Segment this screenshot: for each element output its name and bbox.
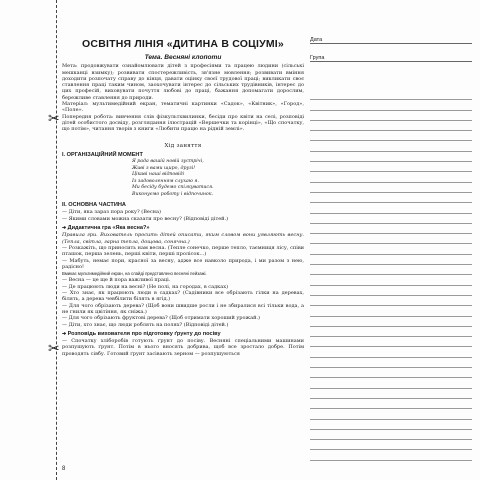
note-line[interactable] [310,409,472,419]
note-line[interactable] [310,440,472,450]
game-rule: Правила гри. Вихователь просить дітей описати, яким словом вони уявляють весну. (Тепла, світла, гарна тепла, дощова, сонячна.) [62,232,304,245]
note-line[interactable] [310,131,472,141]
poem-line: Цікаві наші відповіді [132,172,184,178]
note-line[interactable] [310,306,472,316]
dialog-line: — Діти, яка зараз пора року? (Весна) [62,209,161,216]
note-line[interactable] [310,286,472,296]
date-label: Дата [310,37,323,43]
note-line[interactable] [310,430,472,440]
note-line[interactable] [310,234,472,244]
note-line[interactable] [310,244,472,254]
side-panel [310,34,472,62]
note-line[interactable] [310,450,472,460]
section-2-heading: II. ОСНОВНА ЧАСТИНА [62,202,126,209]
note-line[interactable] [310,347,472,357]
note-line[interactable] [310,90,472,100]
section-3-heading: ➔ Розповідь вихователя про підготовку ґрунту до посіву [62,331,304,337]
note-line[interactable] [310,141,472,151]
section-1-heading: I. ОРГАНІЗАЦІЙНИЙ МОМЕНТ [62,151,143,158]
note-line[interactable] [310,399,472,409]
poem-line: Живі з вами щиро, друзі! [132,165,196,171]
screen-note: Вмикає мультимедійний екран, на слайді представлено весняні пейзажі. [62,270,207,276]
scissors-icon: ✂ [48,111,60,127]
note-line[interactable] [310,265,472,275]
note-line[interactable] [310,121,472,131]
cut-line [56,0,57,480]
note-line[interactable] [310,317,472,327]
prework-text: Попередня робота: вивчення слів фізкультхвилинки, бесіди про квіти на селі, розповіді дітей особистого досвіду, розглядання ілюстрацій «Вершечки та корінці», «Що спочатку, що потім», читання творів з книги «Любити працю на рідній землі». [62,113,304,133]
dialog-line: — Якими словами можна сказати про весну? (Відповіді дітей.) [62,215,229,222]
note-line[interactable] [310,389,472,399]
date-field[interactable] [310,34,472,44]
note-line[interactable] [310,327,472,337]
note-line[interactable] [310,368,472,378]
note-line[interactable] [310,100,472,110]
note-line[interactable] [310,275,472,285]
note-line[interactable] [310,152,472,162]
page-title: ОСВІТНЯ ЛІНІЯ «ДИТИНА В СОЦІУМІ» [82,38,284,50]
game-heading: ➔ Дидактична гра «Яка весна?» [62,225,304,231]
dialog-line: — Мабуть, немає пори, красної за весну, адже все навколо природа, і ми разом з нею, радісно! [62,257,304,270]
poem-line: Ми бесіду будемо спілкуватися. [132,185,214,191]
note-line[interactable] [310,162,472,172]
dialog-line: — Розкажіть, що приносить нам весна. (Тепле сонечко, перше тепло, таємниця лісу, співи пташок, перша зелень, перші квіти, перші пролісок...) [62,244,304,258]
dialog-line: — Хто знає, як працюють люди в садках? (Садівники все обрізають гілки на деревах, білять, а дерева чевбілити білять в ягід.) [62,290,304,303]
note-line[interactable] [310,203,472,213]
dialog-line: — Діти, хто знає, що люди роблять на полях? (Відповіді дітей.) [62,321,229,328]
group-label: Група [310,55,325,61]
materials-text: Матеріал: мультимедійний екран, тематичні картинки «Садок», «Квітник», «Город», «Поле». [62,101,304,114]
note-line[interactable] [310,111,472,121]
group-field[interactable] [310,52,472,62]
dialog-line: — Для чого обрізають дерева? (Щоб вони швидше росли і не збиралися всі тільки вода, а не гнили як цвітіння, як сніжа.) [62,302,304,315]
dialog-line: — Для чого обрізають фруктові дерева? (Щоб отримати хороший урожай.) [62,315,260,322]
note-line[interactable] [310,255,472,265]
dialog-line: — Де працюють люди на весні? (Не полі, на городах, в садках) [62,283,229,290]
poem-line: Виконуємо роботу і відпочинок. [132,191,214,197]
greeting-poem [132,159,304,198]
note-line[interactable] [310,214,472,224]
note-line[interactable] [310,296,472,306]
poem-line: Я рада вашій новій зустрічі, [132,159,204,165]
dialog-line: — Весна — це ще й пора важливої праці. [62,277,171,284]
story-text: — Спочатку хліборобів готують ґрунт до посіву. Весняні спеціальними машинами розпушують ґрунт. Потім в нього вносять добрива, щоб все зростало добре. Потім проводять сівбу. Готовий ґрунт засівають зерном — розпушуються [62,338,304,357]
note-line[interactable] [310,378,472,388]
note-line[interactable] [310,193,472,203]
scissors-icon: ✂ [48,341,60,357]
note-line[interactable] [310,172,472,182]
lesson-heading: Хід заняття [164,142,202,149]
page-number: 8 [62,466,66,472]
note-line[interactable] [310,183,472,193]
goal-text: Мета: продовжувати ознайомлювати дітей з професіями та працею людини (сільські мешканці взимку); розвивати спостережливість, зв'язне мовлення; розвивати вміння доходити розпочату справу до кінця, давати оцінку своєї трудової праці; викликати своє ставлення праці таким чином, заохочувати інтерес до сільських трудівників, інтерес до цих професій, виховувати почуття любові до праці, бажання допомагати дорослим, бережливе ставлення до природи. [62,63,304,101]
topic-title: Тема. Весняні клопоти [144,54,222,61]
note-line[interactable] [310,358,472,368]
note-line[interactable] [310,420,472,430]
main-content [62,38,304,357]
note-line[interactable] [310,224,472,234]
poem-line: Із задоволенням слухаю я. [132,178,199,184]
note-line[interactable] [310,337,472,347]
notes-lines [310,90,472,461]
